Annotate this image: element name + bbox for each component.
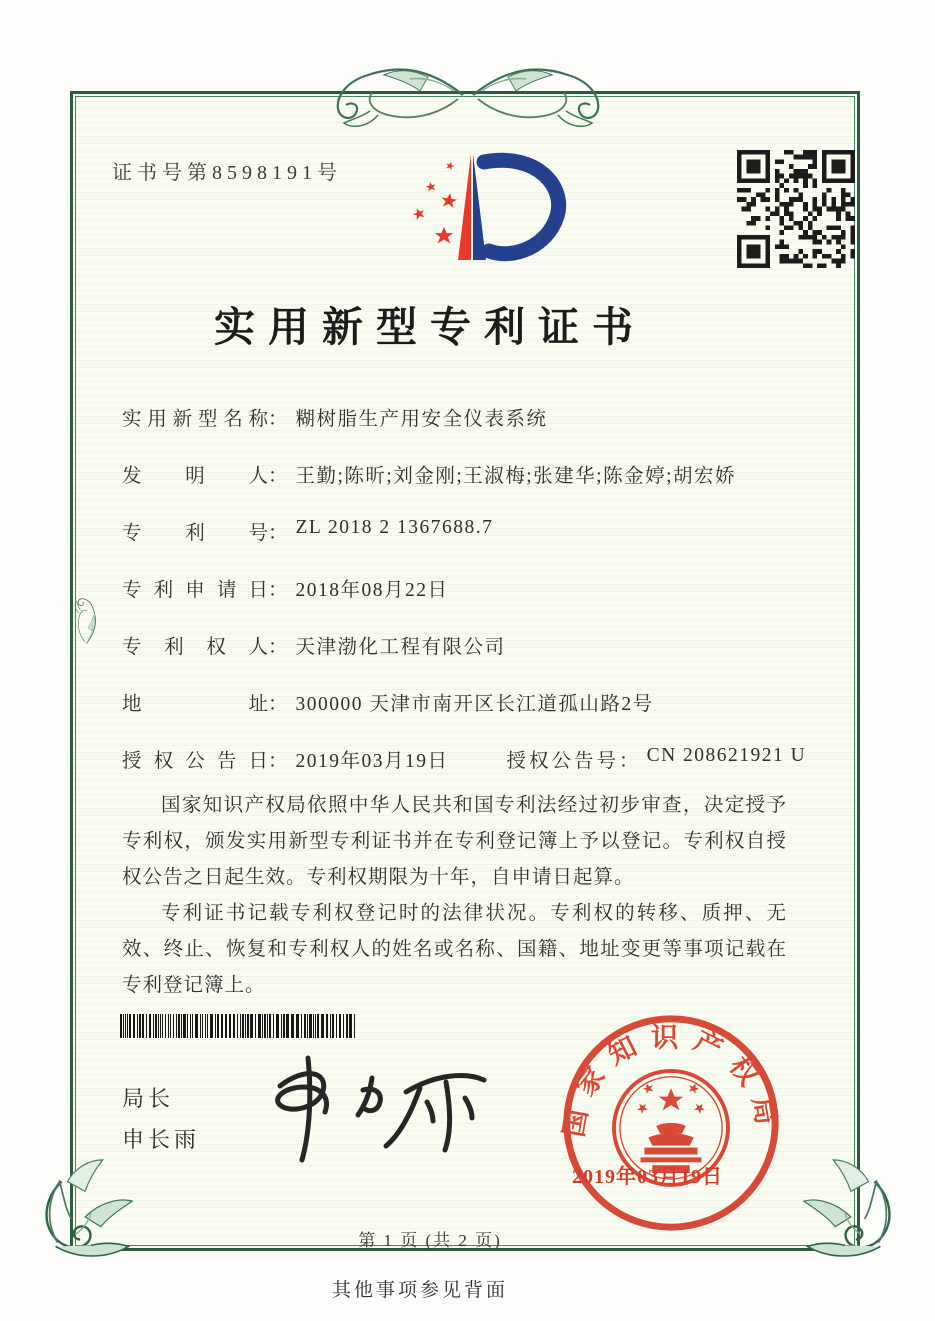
legal-paragraph-1: 国家知识产权局依照中华人民共和国专利法经过初步审查，决定授予专利权，颁发实用新型专利证书并在专利登记簿上予以登记。专利权自授权公告之日起生效。专利权期限为十年，自申请日起算。	[122, 795, 787, 888]
field-list	[122, 403, 812, 802]
field-colon: ：	[268, 466, 288, 487]
certificate-title: 实用新型专利证书	[214, 304, 646, 350]
field-label: 实用新型名称	[122, 409, 268, 430]
field-label: 地址	[122, 694, 268, 715]
director-signature	[250, 1046, 502, 1168]
cnipa-logo	[386, 146, 578, 284]
field-row-filing-date	[122, 574, 812, 631]
barcode	[120, 1014, 358, 1038]
logo-triangle-left	[458, 154, 471, 260]
field-value: 天津渤化工程有限公司	[295, 637, 506, 658]
field-row-name	[122, 403, 812, 460]
grant-date-value: 2019年03月19日	[295, 751, 449, 772]
certificate-number: 证书号第8598191号	[112, 162, 342, 184]
grant-number-value: CN 208621921 U	[646, 745, 807, 766]
field-value: 300000 天津市南开区长江道孤山路2号	[295, 694, 654, 715]
legal-paragraph-2: 专利证书记载专利权登记时的法律状况。专利权的转移、质押、无效、终止、恢复和专利权人的姓名或名称、国籍、地址变更等事项记载在专利登记簿上。	[122, 903, 787, 996]
field-colon: ：	[268, 523, 288, 544]
seal-date: 2019年03月19日	[572, 1166, 723, 1188]
svg-text:国家知识产权局	[558, 1022, 784, 1140]
field-colon: ：	[268, 637, 288, 658]
grant-date-label: 授权公告日	[122, 751, 268, 772]
field-row-patentee	[122, 631, 812, 688]
field-colon: ：	[268, 751, 288, 772]
field-colon: ：	[268, 580, 288, 601]
field-value: 2018年08月22日	[295, 580, 449, 601]
logo-p-bowl	[484, 160, 559, 253]
officer-title: 局长	[122, 1086, 175, 1111]
grant-number-label: 授权公告号	[506, 751, 620, 772]
seal-ring-text: 国家知识产权局	[558, 1021, 784, 1140]
field-label: 专利权人	[122, 637, 268, 658]
officer-name: 申长雨	[122, 1127, 201, 1152]
qr-code	[737, 150, 855, 268]
field-label: 专利申请日	[122, 580, 268, 601]
logo-triangle-right	[473, 154, 486, 260]
field-row-patent-number	[122, 517, 812, 574]
field-row-inventors	[122, 460, 812, 517]
officer-block	[122, 1078, 200, 1160]
page-number: 第 1 页 (共 2 页)	[358, 1231, 502, 1250]
cnipa-seal	[558, 1010, 784, 1236]
field-colon: ：	[619, 751, 639, 772]
field-value: 王勤;陈昕;刘金刚;王淑梅;张建华;陈金婷;胡宏娇	[295, 466, 737, 487]
field-value: 糊树脂生产用安全仪表系统	[295, 409, 548, 430]
field-label: 发明人	[122, 466, 268, 487]
field-colon: ：	[268, 409, 288, 430]
field-colon: ：	[268, 694, 288, 715]
back-side-note: 其他事项参见背面	[331, 1280, 508, 1301]
field-label: 专利号	[122, 523, 268, 544]
legal-text	[122, 788, 787, 1004]
field-row-address	[122, 688, 812, 745]
field-value: ZL 2018 2 1367688.7	[295, 517, 494, 538]
